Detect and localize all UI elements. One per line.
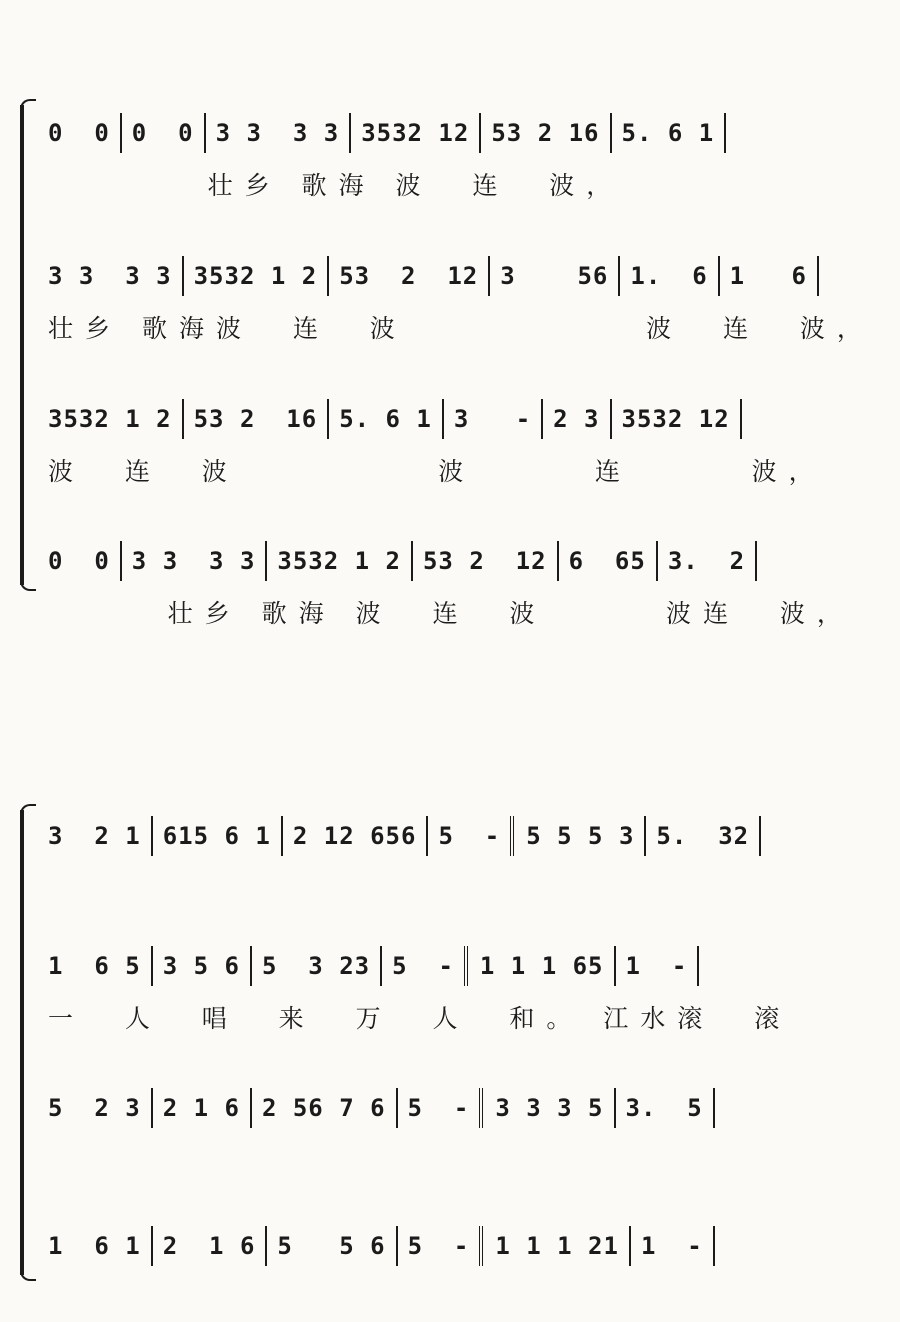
measure: 3 3 3 3	[120, 541, 266, 581]
measure-repeat-start: 3 3 3 5	[479, 1088, 613, 1128]
lyrics-line: 一 人 唱 来 万 人 和。 江水滚 滚	[48, 1004, 792, 1033]
system-bracket	[20, 105, 38, 585]
lyrics-line: 壮乡 歌海 波 连 波 波连 波，	[48, 599, 854, 628]
notation-line	[48, 1220, 870, 1272]
measure: 5. 6 1	[610, 113, 727, 153]
measure: 3 3 3 3	[48, 262, 172, 290]
staff-row-4	[0, 535, 900, 628]
measure: 3. 5	[614, 1088, 715, 1128]
measure: 1 -	[629, 1226, 715, 1266]
measure: 53 2 16	[182, 399, 328, 439]
staff-row-3	[0, 1082, 900, 1152]
measure: 1. 6	[618, 256, 717, 296]
measure: 3 56	[488, 256, 618, 296]
measure: 5 -	[380, 946, 464, 986]
measure-repeat-start: 1 1 1 21	[479, 1226, 629, 1266]
measure: 3 3 3 3	[204, 113, 350, 153]
measure: 2 56 7 6	[250, 1088, 396, 1128]
measure: 53 2 16	[479, 113, 609, 153]
measure: 1 -	[614, 946, 700, 986]
lyrics-line: 壮乡 歌海 波 连 波，	[48, 171, 624, 200]
measure: 615 6 1	[151, 816, 281, 856]
measure: 53 2 12	[411, 541, 557, 581]
measure: 5 3 23	[250, 946, 380, 986]
notation-line	[48, 810, 870, 862]
measure: 3532 1 2	[48, 405, 172, 433]
measure: 0 0	[48, 119, 110, 147]
notation-line	[48, 393, 870, 445]
measure-repeat-start: 5 5 5 3	[510, 816, 644, 856]
measure: 3532 12	[349, 113, 479, 153]
measure: 53 2 12	[327, 256, 488, 296]
measure: 6 65	[557, 541, 656, 581]
measure: 5 -	[396, 1088, 480, 1128]
staff-row-1	[0, 810, 900, 880]
lyrics-line: 壮乡 歌海波 连 波 波 连 波，	[48, 314, 874, 343]
measure: 1 6	[718, 256, 819, 296]
measure: 5. 6 1	[327, 399, 442, 439]
lyrics-line	[48, 862, 860, 912]
staff-row-2	[0, 940, 900, 1033]
notation-line	[48, 535, 870, 587]
measure: 0 0	[120, 113, 204, 153]
notation-line	[48, 250, 870, 302]
measure: 5 5 6	[265, 1226, 395, 1266]
measure: 1 6 5	[48, 952, 141, 980]
lyrics-line	[48, 1134, 860, 1184]
measure: 1 6 1	[48, 1232, 141, 1260]
staff-row-2	[0, 250, 900, 343]
staff-row-3	[0, 393, 900, 486]
measure: 3532 1 2	[182, 256, 328, 296]
measure: 3532 12	[610, 399, 742, 439]
lyrics-line	[48, 1272, 860, 1322]
measure: 3. 2	[656, 541, 757, 581]
measure: 3 5 6	[151, 946, 250, 986]
measure: 0 0	[48, 547, 110, 575]
measure: 3 2 1	[48, 822, 141, 850]
measure: 2 12 656	[281, 816, 427, 856]
measure: 5. 32	[644, 816, 761, 856]
measure: 5 -	[396, 1226, 480, 1266]
notation-line	[48, 1082, 870, 1134]
measure: 5 -	[426, 816, 510, 856]
measure: 5 2 3	[48, 1094, 141, 1122]
measure: 3 -	[442, 399, 541, 439]
measure: 2 3	[541, 399, 609, 439]
measure-repeat-start: 1 1 1 65	[464, 946, 614, 986]
measure: 3532 1 2	[265, 541, 411, 581]
measure: 2 1 6	[151, 1088, 250, 1128]
staff-row-4	[0, 1220, 900, 1290]
notation-line	[48, 107, 870, 159]
measure: 2 1 6	[151, 1226, 266, 1266]
lyrics-line: 波 连 波 波 连 波，	[48, 457, 826, 486]
notation-line	[48, 940, 870, 992]
staff-row-1	[0, 107, 900, 200]
